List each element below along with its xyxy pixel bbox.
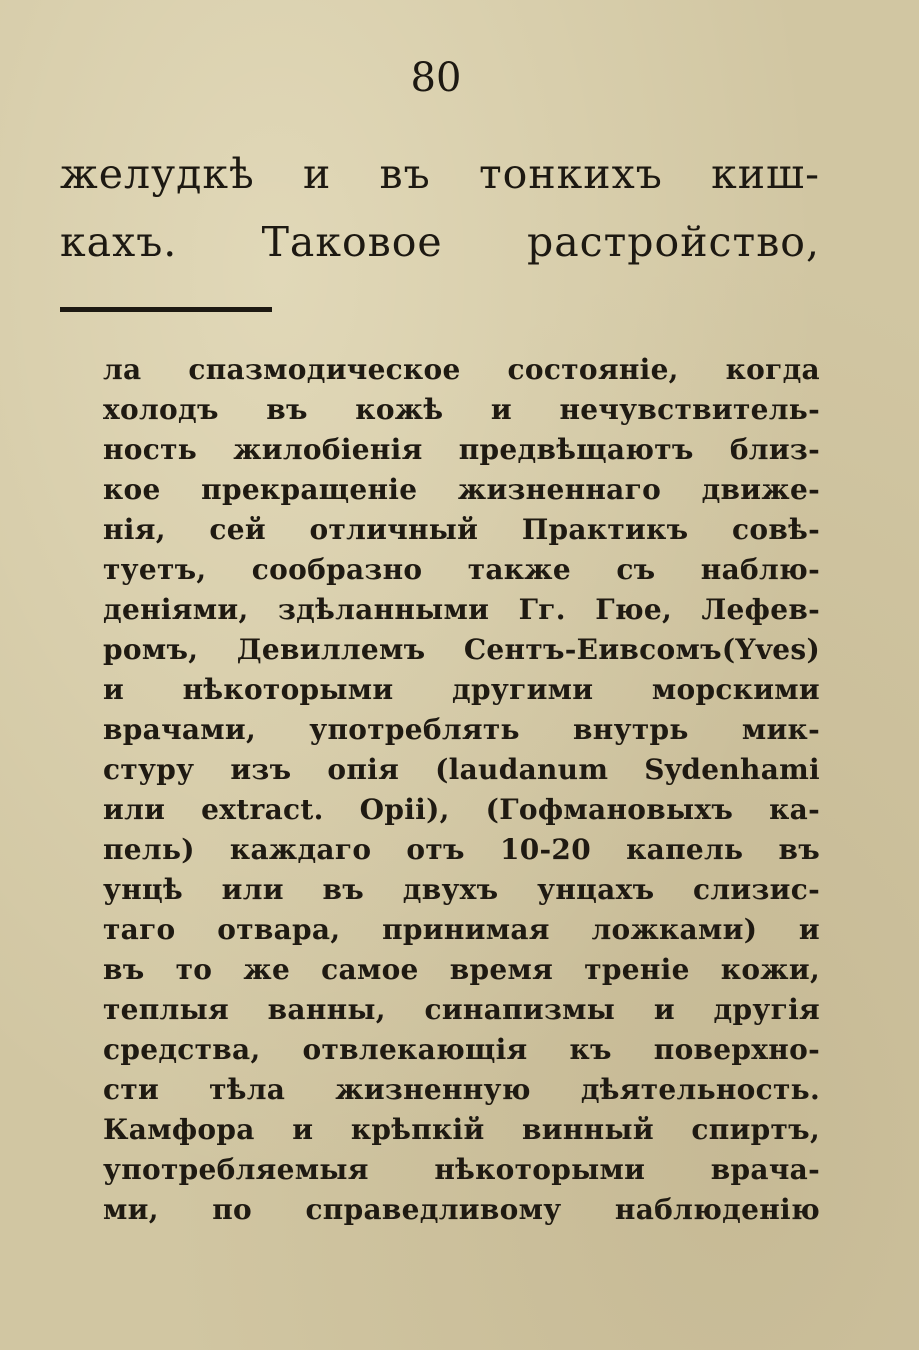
footnote-line: теплыя ванны, синапизмы и другія — [103, 993, 820, 1026]
footnote-line: Камфора и крѣпкій винный спиртъ, — [103, 1113, 820, 1146]
footnote-line: ность жилобіенія предвѣщаютъ близ- — [103, 433, 820, 466]
footnote-line: ми, по справедливому наблюденію — [103, 1193, 820, 1226]
main-text-line: кахъ. Таковое растройство, — [60, 218, 820, 266]
footnote-line: сти тѣла жизненную дѣятельность. — [103, 1073, 820, 1106]
footnote-line: въ то же самое время треніе кожи, — [103, 953, 820, 986]
footnote-line: пель) каждаго отъ 10-20 капель въ — [103, 833, 820, 866]
footnote-line: врачами, употреблять внутрь мик- — [103, 713, 820, 746]
main-text — [60, 140, 820, 276]
footnote-line: употребляемыя нѣкоторыми врача- — [103, 1153, 820, 1186]
footnote-line: ла спазмодическое состояніе, когда — [103, 353, 820, 386]
footnote-line: ромъ, Девиллемъ Сентъ-Еивсомъ(Yves) — [103, 633, 820, 666]
footnote-line: и нѣкоторыми другими морскими — [103, 673, 820, 706]
footnote-line: туетъ, сообразно также съ наблю- — [103, 553, 820, 586]
footnote-line: деніями, здѣланными Гг. Гюе, Лефев- — [103, 593, 820, 626]
footnote-line: средства, отвлекающія къ поверхно- — [103, 1033, 820, 1066]
main-text-line: желудкѣ и въ тонкихъ киш- — [60, 150, 820, 198]
footnote-line: или extract. Opii), (Гофмановыхъ ка- — [103, 793, 820, 826]
footnote-line: таго отвара, принимая ложками) и — [103, 913, 820, 946]
footnote-line: кое прекращеніе жизненнаго движе- — [103, 473, 820, 506]
page-number: 80 — [410, 55, 462, 101]
footnote-line: унцѣ или въ двухъ унцахъ слизис- — [103, 873, 820, 906]
footnote-line: нія, сей отличный Практикъ совѣ- — [103, 513, 820, 546]
footnote-separator-rule — [60, 307, 272, 312]
footnote-line: стуру изъ опія (laudanum Sydenhami — [103, 753, 820, 786]
footnote — [103, 350, 820, 1230]
footnote-line: холодъ въ кожѣ и нечувствитель- — [103, 393, 820, 426]
